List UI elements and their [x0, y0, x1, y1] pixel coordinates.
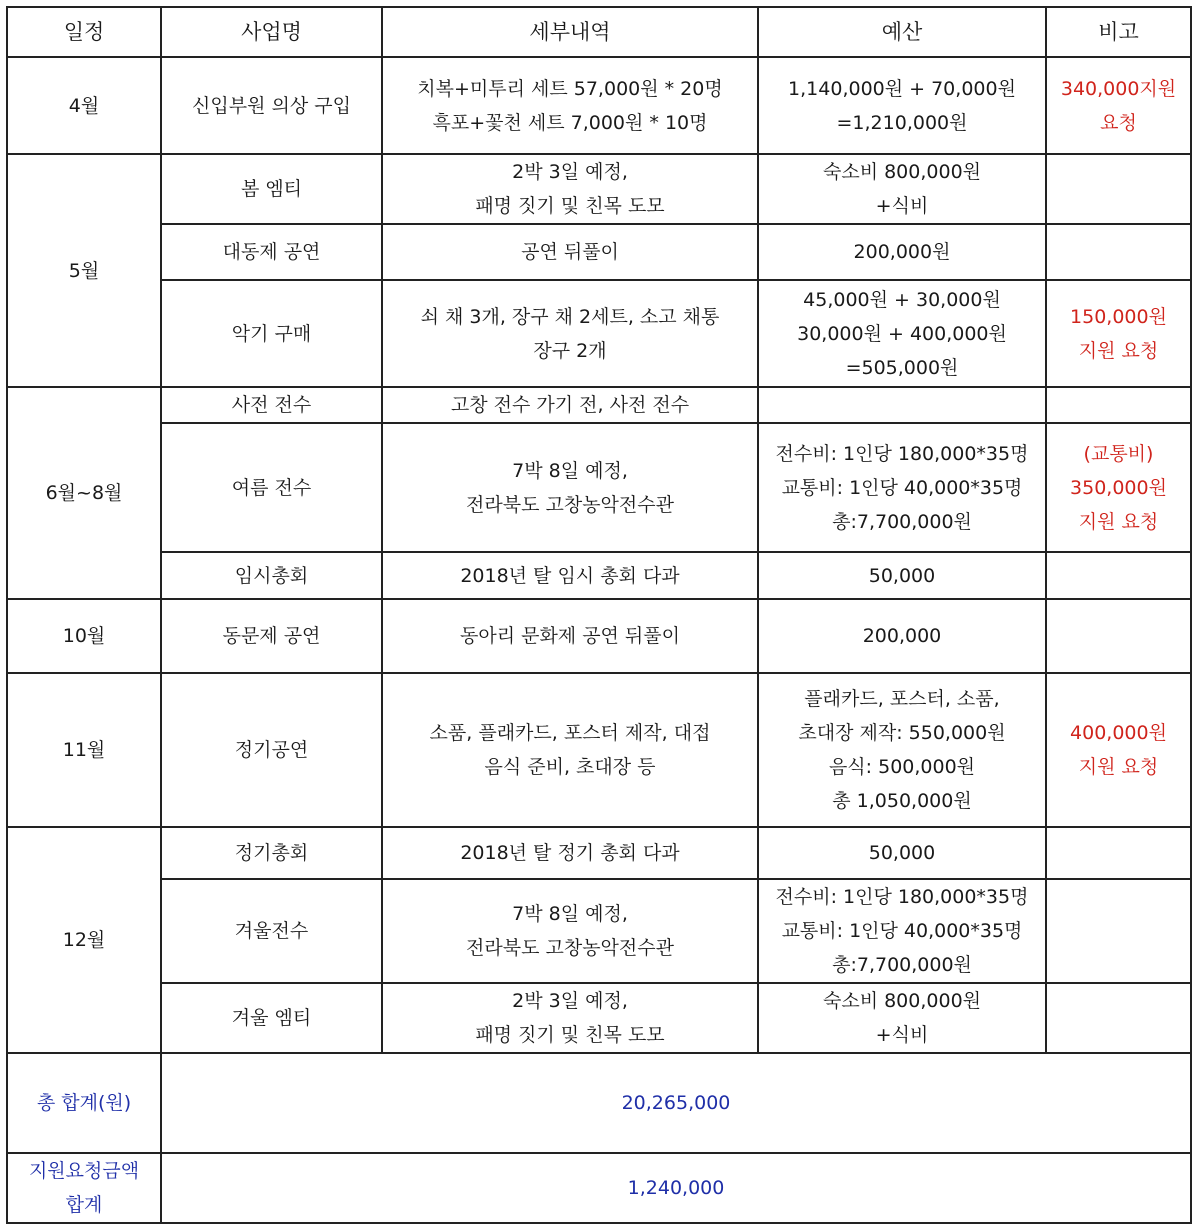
- project-name-cell: 정기총회: [161, 827, 382, 879]
- budget-cell: 200,000: [758, 599, 1046, 673]
- support-total-value: 1,240,000: [161, 1153, 1191, 1223]
- budget-line: 총:7,700,000원: [832, 954, 972, 976]
- note-line: 지원 요청: [1078, 339, 1159, 362]
- budget-cell: [758, 673, 1046, 827]
- budget-line: 전수비: 1인당 180,000*35명: [775, 442, 1029, 465]
- table-row: [7, 552, 1191, 599]
- details-line: 전라북도 고창농악전수관: [466, 937, 674, 959]
- details-line: 7박 8일 예정,: [512, 459, 628, 482]
- budget-line: 플래카드, 포스터, 소품,: [804, 688, 1000, 710]
- note-line: 요청: [1100, 111, 1137, 134]
- budget-cell: [758, 423, 1046, 552]
- note-line: 지원 요청: [1078, 756, 1159, 778]
- table-row: [7, 599, 1191, 673]
- budget-cell: [758, 983, 1046, 1053]
- note-cell: [1046, 599, 1191, 673]
- details-cell: [382, 154, 758, 224]
- details-line: 소품, 플래카드, 포스터 제작, 대접: [429, 722, 711, 744]
- details-line: 2박 3일 예정,: [512, 161, 628, 183]
- budget-line: 총 1,050,000원: [832, 790, 972, 812]
- support-label-line: 지원요청금액: [28, 1160, 140, 1182]
- budget-line: 초대장 제작: 550,000원: [798, 722, 1006, 744]
- details-cell: 2018년 탈 임시 총회 다과: [382, 552, 758, 599]
- note-line: 150,000원: [1070, 305, 1167, 328]
- details-line: 흑포+꽃천 세트 7,000원 * 10명: [432, 111, 708, 134]
- support-label-line: 합계: [65, 1194, 103, 1216]
- note-cell: [1046, 154, 1191, 224]
- details-line: 2박 3일 예정,: [512, 990, 628, 1012]
- period-cell: 4월: [7, 57, 161, 154]
- project-name-cell: 악기 구매: [161, 280, 382, 387]
- budget-line: 전수비: 1인당 180,000*35명: [775, 886, 1029, 908]
- budget-cell: [758, 154, 1046, 224]
- total-row: [7, 1053, 1191, 1153]
- table-row: [7, 423, 1191, 552]
- budget-line: 숙소비 800,000원: [822, 161, 982, 183]
- budget-line: +식비: [875, 195, 929, 217]
- project-name-cell: 사전 전수: [161, 387, 382, 423]
- details-line: 7박 8일 예정,: [512, 903, 628, 925]
- table-row: [7, 673, 1191, 827]
- table-row: [7, 280, 1191, 387]
- details-cell: 공연 뒤풀이: [382, 224, 758, 280]
- project-name-cell: 겨울전수: [161, 879, 382, 983]
- project-name-cell: 대동제 공연: [161, 224, 382, 280]
- budget-line: 교통비: 1인당 40,000*35명: [781, 920, 1023, 942]
- project-name-cell: 여름 전수: [161, 423, 382, 552]
- details-cell: 동아리 문화제 공연 뒤풀이: [382, 599, 758, 673]
- budget-cell: 50,000: [758, 827, 1046, 879]
- budget-line: 음식: 500,000원: [828, 756, 976, 778]
- details-line: 패명 짓기 및 친목 도모: [475, 195, 665, 217]
- table-row: [7, 983, 1191, 1053]
- period-cell: 11월: [7, 673, 161, 827]
- budget-cell: [758, 387, 1046, 423]
- header-budget: 예산: [758, 7, 1046, 57]
- note-line: 350,000원: [1070, 476, 1167, 499]
- project-name-cell: 봄 엠티: [161, 154, 382, 224]
- header-project: 사업명: [161, 7, 382, 57]
- header-period: 일정: [7, 7, 161, 57]
- details-line: 전라북도 고창농악전수관: [466, 493, 674, 516]
- period-cell: 12월: [7, 827, 161, 1053]
- details-cell: [382, 879, 758, 983]
- table-row: [7, 154, 1191, 224]
- header-details: 세부내역: [382, 7, 758, 57]
- note-line: 지원 요청: [1078, 510, 1159, 533]
- project-name-cell: 동문제 공연: [161, 599, 382, 673]
- note-cell: [1046, 224, 1191, 280]
- budget-cell: 50,000: [758, 552, 1046, 599]
- details-line: 장구 2개: [533, 339, 607, 362]
- note-cell: [1046, 280, 1191, 387]
- table-row: [7, 57, 1191, 154]
- details-cell: [382, 423, 758, 552]
- details-line: 치복+미투리 세트 57,000원 * 20명: [417, 77, 723, 100]
- budget-line: =1,210,000원: [836, 111, 968, 134]
- note-cell: [1046, 552, 1191, 599]
- note-cell: [1046, 827, 1191, 879]
- note-line: 340,000지원: [1060, 77, 1177, 100]
- period-cell: 10월: [7, 599, 161, 673]
- header-note: 비고: [1046, 7, 1191, 57]
- note-cell: [1046, 57, 1191, 154]
- details-cell: [382, 983, 758, 1053]
- table-row: [7, 879, 1191, 983]
- budget-line: 1,140,000원 + 70,000원: [788, 77, 1016, 100]
- details-line: 패명 짓기 및 친목 도모: [475, 1024, 665, 1046]
- details-cell: [382, 673, 758, 827]
- total-label: 총 합계(원): [7, 1053, 161, 1153]
- note-cell: [1046, 387, 1191, 423]
- budget-line: 45,000원 + 30,000원: [803, 288, 1001, 311]
- table-row: [7, 224, 1191, 280]
- project-name-cell: 임시총회: [161, 552, 382, 599]
- details-cell: 2018년 탈 정기 총회 다과: [382, 827, 758, 879]
- details-line: 쇠 채 3개, 장구 채 2세트, 소고 채통: [420, 305, 720, 328]
- project-name-cell: 신입부원 의상 구입: [161, 57, 382, 154]
- support-total-row: [7, 1153, 1191, 1223]
- details-cell: 고창 전수 가기 전, 사전 전수: [382, 387, 758, 423]
- period-cell: 6월~8월: [7, 387, 161, 599]
- budget-line: 교통비: 1인당 40,000*35명: [781, 476, 1023, 499]
- details-cell: [382, 57, 758, 154]
- details-line: 음식 준비, 초대장 등: [484, 756, 656, 778]
- table-row: [7, 387, 1191, 423]
- support-total-label: [7, 1153, 161, 1223]
- table-row: [7, 827, 1191, 879]
- project-name-cell: 겨울 엠티: [161, 983, 382, 1053]
- budget-table: [6, 6, 1192, 1224]
- note-cell: [1046, 879, 1191, 983]
- total-value: 20,265,000: [161, 1053, 1191, 1153]
- details-cell: [382, 280, 758, 387]
- project-name-cell: 정기공연: [161, 673, 382, 827]
- budget-line: +식비: [875, 1024, 929, 1046]
- note-cell: [1046, 673, 1191, 827]
- budget-line: =505,000원: [845, 356, 959, 379]
- budget-cell: [758, 57, 1046, 154]
- budget-line: 숙소비 800,000원: [822, 990, 982, 1012]
- budget-line: 총:7,700,000원: [832, 510, 972, 533]
- note-line: (교통비): [1083, 442, 1154, 465]
- budget-cell: 200,000원: [758, 224, 1046, 280]
- budget-document: [6, 6, 1192, 1224]
- header-row: [7, 7, 1191, 57]
- note-cell: [1046, 983, 1191, 1053]
- budget-cell: [758, 280, 1046, 387]
- budget-cell: [758, 879, 1046, 983]
- budget-line: 30,000원 + 400,000원: [797, 322, 1007, 345]
- period-cell: 5월: [7, 154, 161, 387]
- note-cell: [1046, 423, 1191, 552]
- note-line: 400,000원: [1070, 722, 1167, 744]
